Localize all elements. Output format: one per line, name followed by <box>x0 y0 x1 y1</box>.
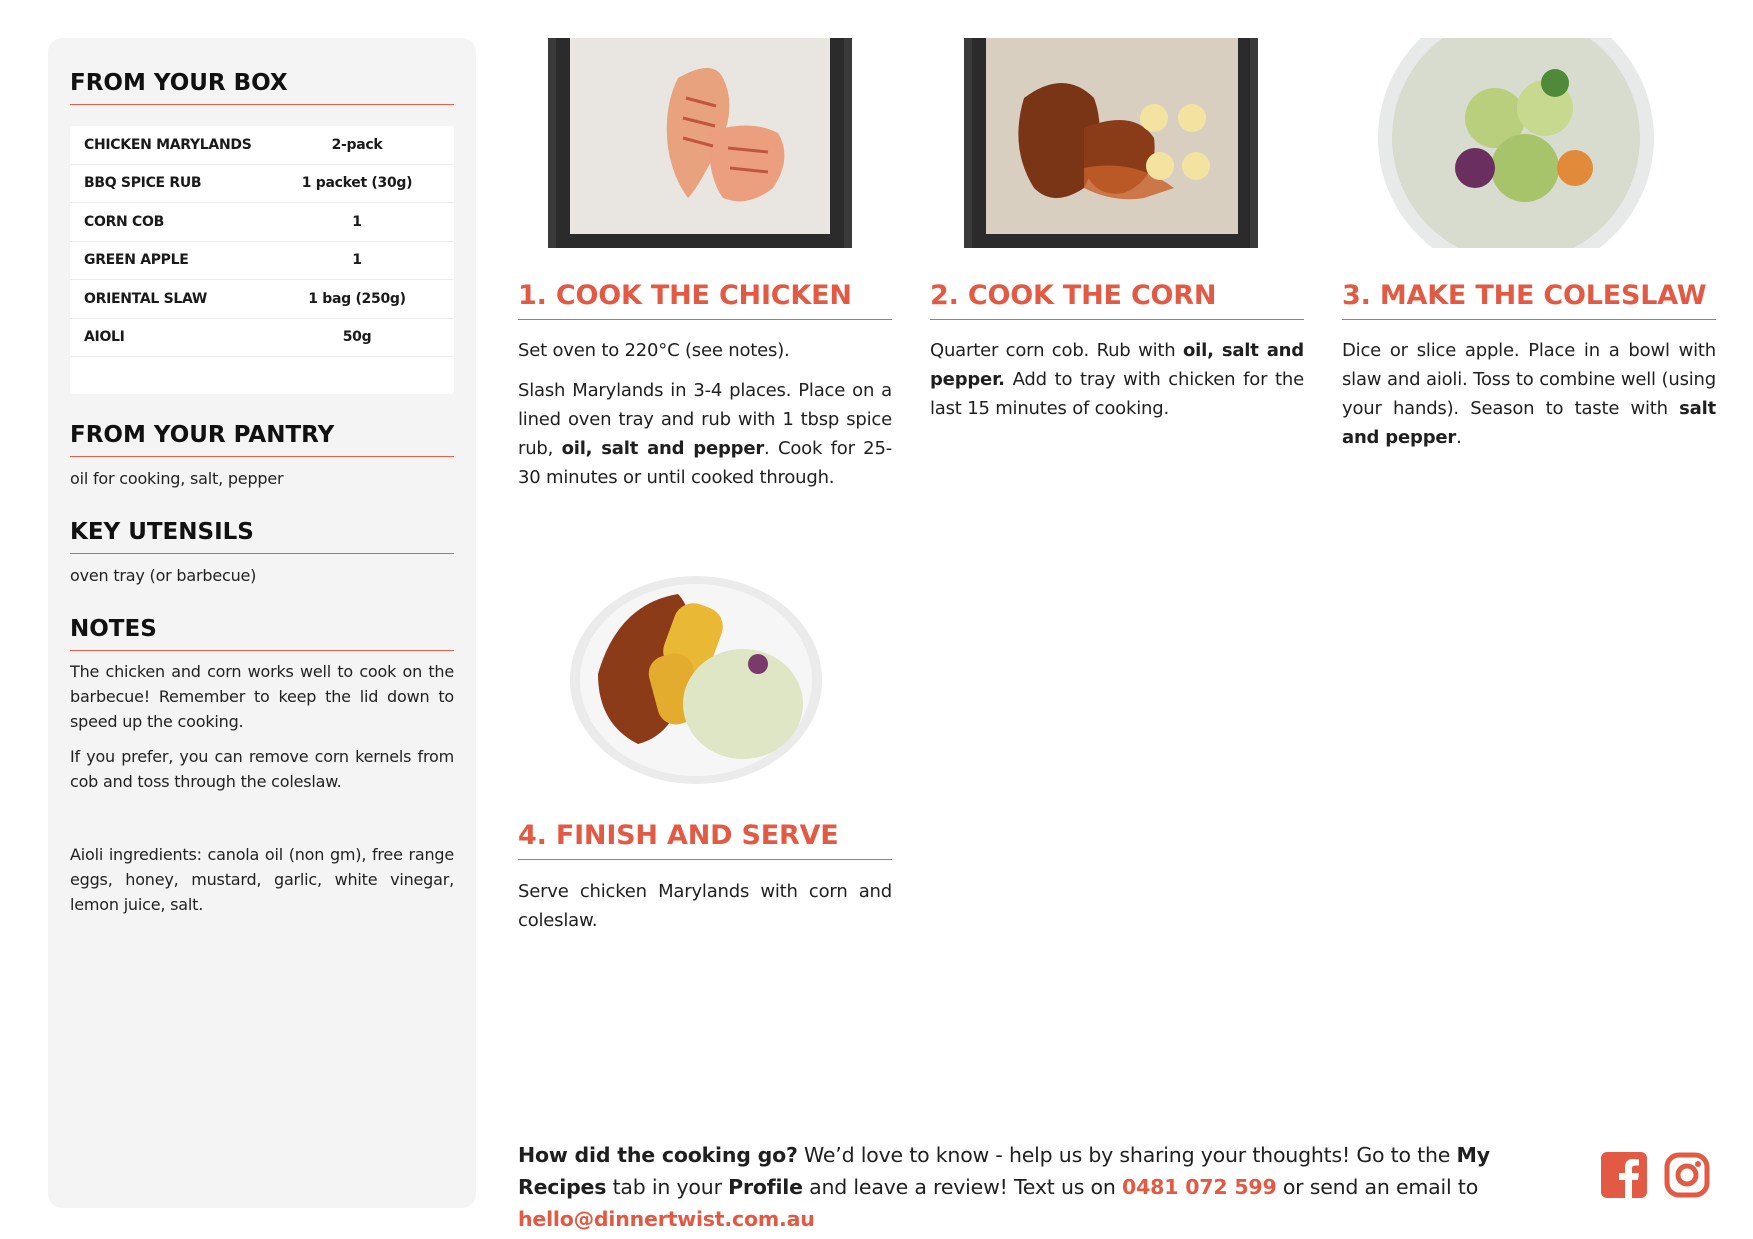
step-3-photo <box>1375 38 1657 248</box>
phone-link[interactable]: 0481 072 599 <box>1122 1175 1277 1199</box>
step-1-para: Set oven to 220°C (see notes). <box>518 340 790 361</box>
utensils-text: oven tray (or barbecue) <box>70 566 257 585</box>
ingredient-name: ORIENTAL SLAW <box>84 290 208 307</box>
table-row <box>70 203 454 242</box>
step-2-text: Add to tray with chicken for the last 15 minutes of cooking. <box>930 369 1304 419</box>
step-3-text: Dice or slice apple. Place in a bowl with slaw and aioli. Toss to combine well (using your hands). Season to taste with <box>1342 340 1716 419</box>
notes-paragraph: If you prefer, you can remove corn kernels from cob and toss through the coleslaw. <box>70 747 454 791</box>
step-1-heading: 1. COOK THE CHICKEN <box>518 280 892 320</box>
step-3-body <box>1342 336 1716 463</box>
ingredient-name: CORN COB <box>84 213 164 230</box>
ingredient-qty: 1 <box>352 213 362 230</box>
footer-text: or send an email to <box>1276 1175 1479 1199</box>
ingredient-qty: 1 bag (250g) <box>308 290 406 307</box>
key-utensils-heading: KEY UTENSILS <box>70 519 454 554</box>
pantry-text: oil for cooking, salt, pepper <box>70 469 284 488</box>
ingredient-qty: 2-pack <box>331 136 383 153</box>
step-1-text: Slash Marylands in 3-4 places. Place on a lined oven tray and rub with 1 tbsp spice rub, <box>518 380 892 459</box>
facebook-icon[interactable] <box>1601 1152 1647 1198</box>
step-3-text: . <box>1456 427 1462 448</box>
ingredient-qty: 50g <box>342 329 372 346</box>
email-link[interactable]: hello@dinnertwist.com.au <box>518 1207 815 1231</box>
table-row <box>70 280 454 319</box>
table-row <box>70 319 454 358</box>
footer-question: How did the cooking go? <box>518 1143 798 1167</box>
ingredient-name: BBQ SPICE RUB <box>84 175 202 192</box>
ingredients-table <box>70 126 454 394</box>
step-3-heading: 3. MAKE THE COLESLAW <box>1342 280 1716 320</box>
step-2-heading: 2. COOK THE CORN <box>930 280 1304 320</box>
table-row <box>70 126 454 165</box>
table-row <box>70 242 454 281</box>
ingredient-qty: 1 <box>352 252 362 269</box>
feedback-footer <box>518 1139 1578 1235</box>
step-2-photo <box>964 38 1258 248</box>
step-1-para <box>518 376 892 492</box>
ingredient-qty: 1 packet (30g) <box>301 175 413 192</box>
step-1-bold-text: oil, salt and pepper <box>561 438 765 459</box>
step-3-bold-text: salt and pepper <box>1342 398 1716 448</box>
step-4-heading: 4. FINISH AND SERVE <box>518 820 892 860</box>
step-2-text: Quarter corn cob. Rub with <box>930 340 1183 361</box>
step-2-bold-text: oil, salt and pepper. <box>930 340 1304 390</box>
ingredient-name: GREEN APPLE <box>84 252 189 269</box>
step-2-body <box>930 336 1304 434</box>
step-4-body <box>518 877 892 946</box>
notes-aioli-ingredients: Aioli ingredients: canola oil (non gm), free range eggs, honey, mustard, garlic, white vinegar, lemon juice, salt. <box>70 845 454 914</box>
step-3-para <box>1342 336 1716 452</box>
instagram-icon[interactable] <box>1664 1152 1710 1198</box>
notes-paragraph: The chicken and corn works well to cook on the barbecue! Remember to keep the lid down to speed up the cooking. <box>70 662 454 731</box>
from-your-pantry-heading: FROM YOUR PANTRY <box>70 422 454 457</box>
ingredient-name: CHICKEN MARYLANDS <box>84 136 252 153</box>
step-1-body <box>518 336 892 503</box>
step-4-photo <box>568 574 824 786</box>
my-recipes-link[interactable]: My Recipes <box>518 1143 1490 1199</box>
table-row <box>70 165 454 204</box>
step-4-para: Serve chicken Marylands with corn and coleslaw. <box>518 881 892 931</box>
from-your-box-heading: FROM YOUR BOX <box>70 70 454 105</box>
footer-text: and leave a review! Text us on <box>802 1175 1122 1199</box>
ingredient-name: AIOLI <box>84 329 125 346</box>
profile-link[interactable]: Profile <box>728 1175 803 1199</box>
step-1-text: . Cook for 25-30 minutes or until cooked through. <box>518 438 892 488</box>
footer-text: We’d love to know - help us by sharing your thoughts! Go to the <box>797 1143 1457 1167</box>
step-1-photo <box>548 38 852 248</box>
step-2-para <box>930 336 1304 423</box>
footer-text: tab in your <box>606 1175 729 1199</box>
sidebar-panel <box>48 38 476 1208</box>
notes-heading: NOTES <box>70 616 454 651</box>
